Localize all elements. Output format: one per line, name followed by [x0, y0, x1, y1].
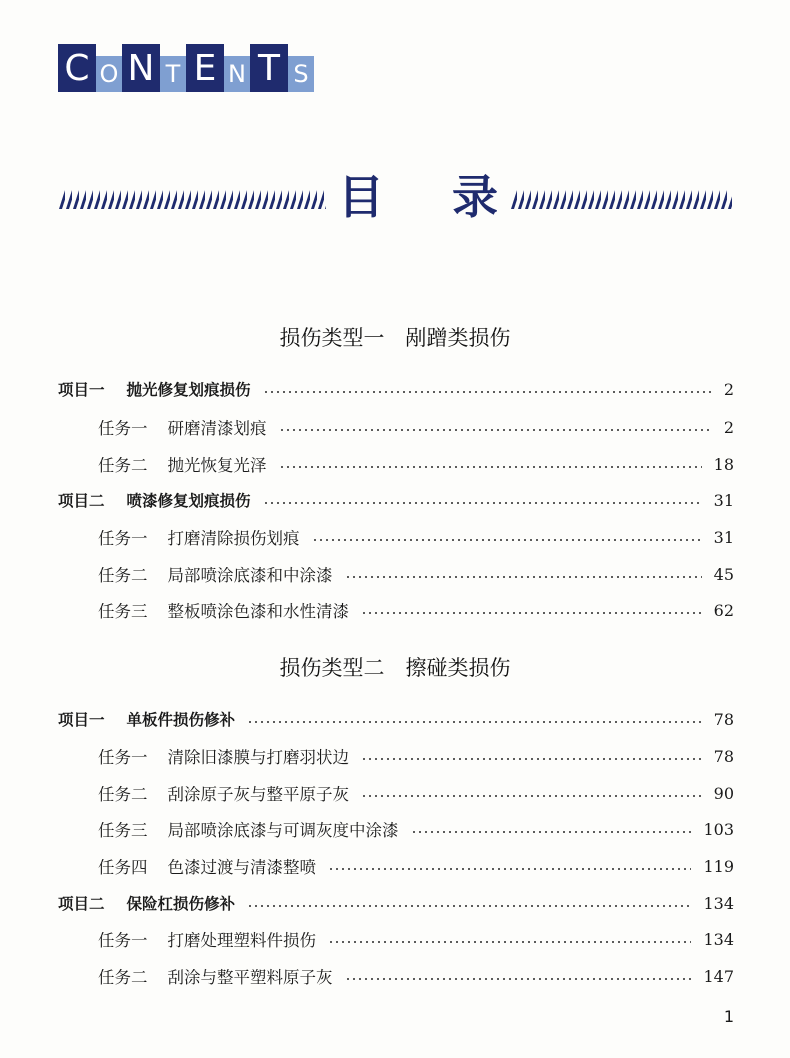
entry-title: 局部喷涂底漆与可调灰度中涂漆 — [167, 821, 399, 840]
toc-entry-task[interactable] — [58, 597, 734, 623]
entry-page: 78 — [713, 746, 734, 766]
entry-number: 任务二 — [98, 566, 148, 585]
entry-page: 134 — [703, 929, 734, 949]
leader-dots — [263, 502, 702, 504]
leader-dots — [361, 612, 702, 614]
leader-dots — [263, 391, 712, 393]
banner-letter-c: C — [58, 44, 96, 92]
leader-dots — [345, 978, 692, 980]
entry-title: 打磨清除损伤划痕 — [167, 529, 300, 548]
leader-dots — [312, 539, 702, 541]
contents-banner — [58, 44, 314, 92]
entry-page: 62 — [713, 600, 734, 620]
entry-title: 刮涂原子灰与整平原子灰 — [167, 785, 349, 804]
entry-number: 项目一 — [58, 711, 105, 729]
toc-entry-task[interactable] — [58, 743, 734, 769]
entry-page: 78 — [713, 709, 734, 729]
entry-number: 任务二 — [98, 456, 148, 475]
entry-page: 90 — [713, 783, 734, 803]
section-title-2: 损伤类型二 擦碰类损伤 — [279, 656, 511, 680]
entry-title: 喷漆修复划痕损伤 — [126, 492, 251, 510]
leader-dots — [328, 868, 691, 870]
entry-title: 研磨清漆划痕 — [167, 419, 267, 438]
leader-dots — [328, 941, 691, 943]
leader-dots — [361, 758, 702, 760]
entry-number: 任务一 — [98, 931, 148, 950]
leader-dots — [279, 429, 712, 431]
entry-number: 任务一 — [98, 419, 148, 438]
entry-number: 任务二 — [98, 785, 148, 804]
entry-page: 2 — [723, 417, 734, 437]
toc-entry-project[interactable] — [58, 487, 734, 513]
banner-letter-s: S — [288, 56, 314, 92]
toc-entry-task[interactable] — [58, 414, 734, 440]
entry-title: 打磨处理塑料件损伤 — [167, 931, 316, 950]
entry-number: 任务三 — [98, 821, 148, 840]
entry-number: 任务一 — [98, 529, 148, 548]
toc-entry-task[interactable] — [58, 451, 734, 477]
entry-number: 项目二 — [58, 895, 105, 913]
entry-title: 单板件损伤修补 — [126, 711, 236, 729]
entry-page: 147 — [703, 966, 734, 986]
entry-page: 2 — [723, 379, 734, 399]
entry-page: 18 — [713, 454, 734, 474]
leader-dots — [361, 795, 702, 797]
entry-page: 134 — [703, 893, 734, 913]
section-title-1: 损伤类型一 剐蹭类损伤 — [279, 326, 511, 350]
banner-letter-n2: N — [224, 56, 250, 92]
entry-page: 103 — [703, 819, 734, 839]
entry-title: 抛光恢复光泽 — [167, 456, 267, 475]
entry-page: 45 — [713, 564, 734, 584]
toc-entry-task[interactable] — [58, 561, 734, 587]
entry-title: 局部喷涂底漆和中涂漆 — [167, 566, 333, 585]
right-stripe-ornament — [510, 187, 732, 209]
toc-entry-task[interactable] — [58, 816, 734, 842]
toc-entry-project[interactable] — [58, 706, 734, 732]
toc-entry-project[interactable] — [58, 890, 734, 916]
page-number: 1 — [723, 1007, 734, 1026]
entry-number: 任务四 — [98, 858, 148, 877]
leader-dots — [247, 905, 691, 907]
banner-letter-n: N — [122, 44, 160, 92]
heading-char-1: 目 — [338, 170, 384, 224]
toc-entry-task[interactable] — [58, 926, 734, 952]
toc-entry-task[interactable] — [58, 524, 734, 550]
toc-entry-task[interactable] — [58, 963, 734, 989]
banner-letter-t: T — [160, 56, 186, 92]
banner-letter-o: O — [96, 56, 122, 92]
toc-entry-task[interactable] — [58, 853, 734, 879]
entry-number: 任务二 — [98, 968, 148, 987]
entry-number: 任务三 — [98, 602, 148, 621]
entry-page: 31 — [713, 527, 734, 547]
left-stripe-ornament — [58, 187, 326, 209]
banner-letter-t2: T — [250, 44, 288, 92]
entry-number: 项目二 — [58, 492, 105, 510]
entry-number: 任务一 — [98, 748, 148, 767]
heading-char-2: 录 — [452, 170, 498, 224]
toc-heading — [58, 170, 732, 230]
toc-entry-project[interactable] — [58, 376, 734, 402]
entry-page: 31 — [713, 490, 734, 510]
entry-page: 119 — [703, 856, 734, 876]
leader-dots — [279, 466, 702, 468]
leader-dots — [411, 831, 692, 833]
entry-title: 刮涂与整平塑料原子灰 — [167, 968, 333, 987]
entry-title: 整板喷涂色漆和水性清漆 — [167, 602, 349, 621]
leader-dots — [247, 721, 702, 723]
leader-dots — [345, 576, 702, 578]
toc-entry-task[interactable] — [58, 780, 734, 806]
entry-title: 色漆过渡与清漆整喷 — [167, 858, 316, 877]
banner-letter-e: E — [186, 44, 224, 92]
entry-number: 项目一 — [58, 381, 105, 399]
entry-title: 保险杠损伤修补 — [126, 895, 236, 913]
entry-title: 抛光修复划痕损伤 — [126, 381, 251, 399]
entry-title: 清除旧漆膜与打磨羽状边 — [167, 748, 349, 767]
